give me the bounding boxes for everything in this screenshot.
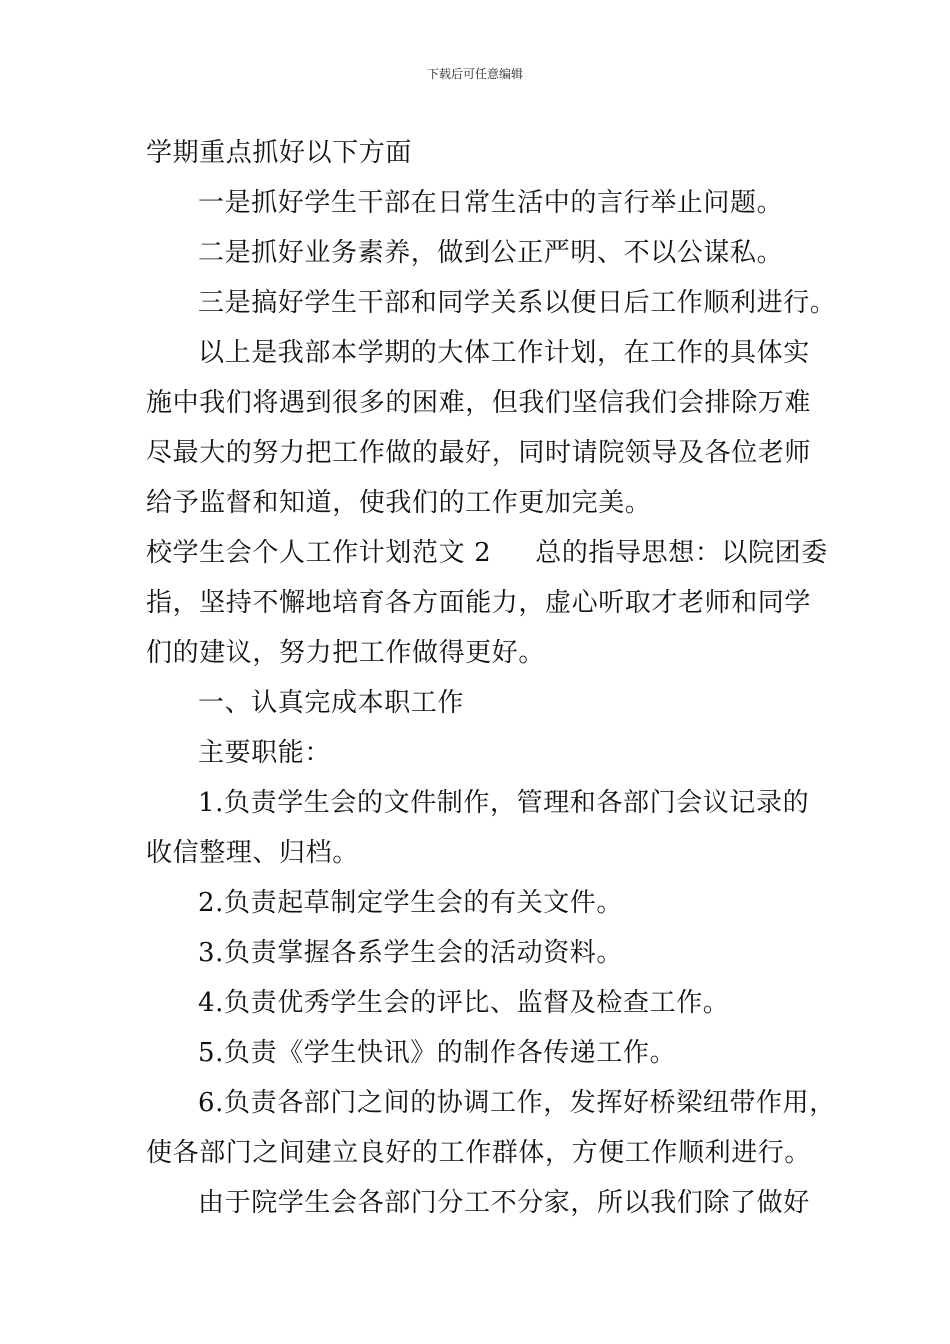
document-body [146,128,837,1228]
paragraph-line: 给予监督和知道，使我们的工作更加完美。 [146,488,652,518]
section-lead-text: 总的指导思想：以院团委 [535,538,828,568]
list-item-line: 5.负责《学生快讯》的制作各传递工作。 [198,1038,677,1068]
paragraph-line: 一是抓好学生干部在日常生活中的言行举止问题。 [198,188,784,218]
list-item-continuation: 使各部门之间建立良好的工作群体，方便工作顺利进行。 [146,1138,812,1168]
section-heading-line [146,528,828,578]
page-header: 下载后可任意编辑 [426,67,523,81]
paragraph-line: 们的建议，努力把工作做得更好。 [146,638,546,668]
list-item-line: 2.负责起草制定学生会的有关文件。 [198,888,624,918]
paragraph-line: 学期重点抓好以下方面 [146,138,413,168]
paragraph-line: 施中我们将遇到很多的困难，但我们坚信我们会排除万难 [146,388,812,418]
section-title: 校学生会个人工作计划范文 2 [146,538,492,568]
list-item-continuation: 收信整理、归档。 [146,838,359,868]
paragraph-line: 二是抓好业务素养，做到公正严明、不以公谋私。 [198,238,784,268]
list-item-line: 3.负责掌握各系学生会的活动资料。 [198,938,624,968]
subheading-line: 主要职能： [198,738,332,768]
paragraph-line: 三是搞好学生干部和同学关系以便日后工作顺利进行。 [198,288,837,318]
paragraph-line: 指，坚持不懈地培育各方面能力，虚心听取才老师和同学 [146,588,812,618]
list-item-line: 6.负责各部门之间的协调工作，发挥好桥梁纽带作用， [198,1088,836,1118]
list-item-line: 4.负责优秀学生会的评比、监督及检查工作。 [198,988,730,1018]
subheading-line: 一、认真完成本职工作 [198,688,465,718]
paragraph-line: 以上是我部本学期的大体工作计划，在工作的具体实 [198,338,810,368]
paragraph-line: 尽最大的努力把工作做的最好，同时请院领导及各位老师 [146,438,812,468]
list-item-line: 1.负责学生会的文件制作，管理和各部门会议记录的 [198,788,810,818]
paragraph-line: 由于院学生会各部门分工不分家，所以我们除了做好 [198,1188,810,1218]
